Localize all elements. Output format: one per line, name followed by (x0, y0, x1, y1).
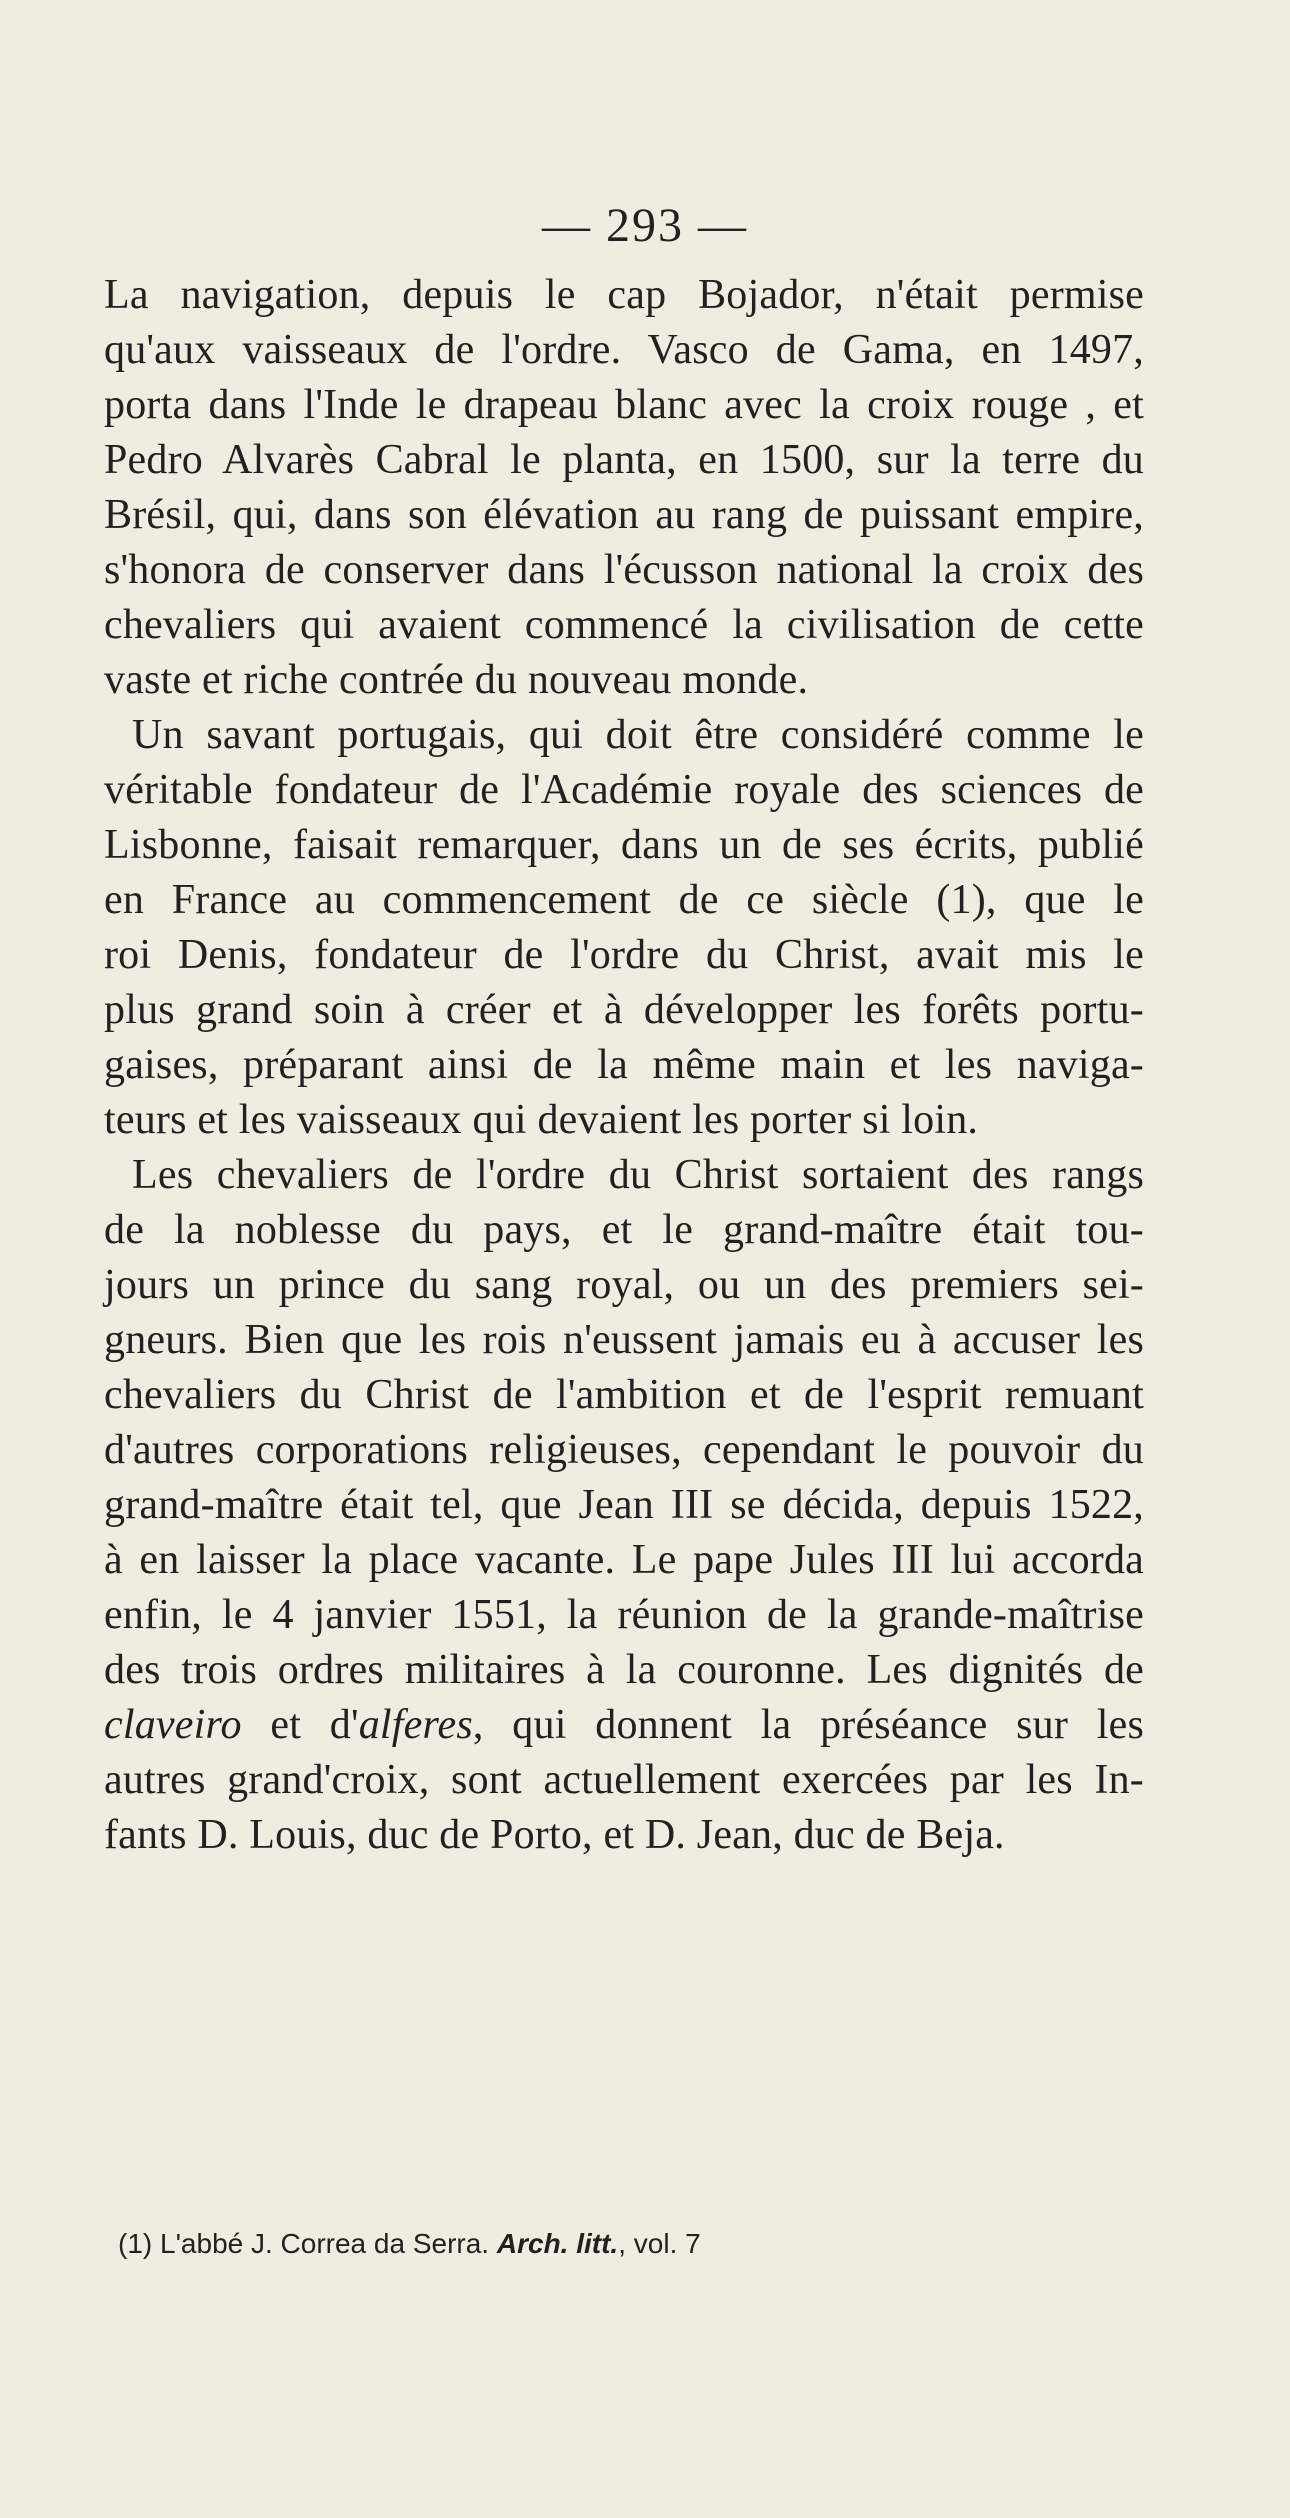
paragraph-end-line: vaste et riche contrée du nouveau monde. (104, 657, 809, 703)
text-line-with-italics (104, 1698, 1144, 1753)
text-line: gneurs. Bien que les rois n'eussent jamais eu à accuser les (104, 1317, 1144, 1363)
italic-term-alferes: alferes (358, 1702, 473, 1748)
text-line: porta dans l'Inde le drapeau blanc avec la croix rouge , et (104, 382, 1144, 428)
text-line: plus grand soin à créer et à développer les forêts portu- (104, 987, 1144, 1033)
text-line: gaises, préparant ainsi de la même main et les naviga- (104, 1042, 1144, 1088)
paragraph-end-line: fants D. Louis, duc de Porto, et D. Jean, duc de Beja. (104, 1812, 1005, 1858)
text-line: des trois ordres militaires à la couronne. Les dignités de (104, 1647, 1144, 1693)
footnote-prefix: (1) L'abbé J. Correa da Serra. (118, 2228, 497, 2259)
text-line: chevaliers qui avaient commencé la civilisation de cette (104, 602, 1144, 648)
text-line: Brésil, qui, dans son élévation au rang de puissant empire, (104, 492, 1144, 538)
text-line: Pedro Alvarès Cabral le planta, en 1500, sur la terre du (104, 437, 1144, 483)
line-segment: , qui donnent la préséance sur les (472, 1702, 1144, 1748)
text-line: Lisbonne, faisait remarquer, dans un de ses écrits, publié (104, 822, 1144, 868)
page-number: — 293 — (542, 199, 748, 252)
italic-term-claveiro: claveiro (104, 1702, 242, 1748)
text-line: grand-maître était tel, que Jean III se décida, depuis 1522, (104, 1482, 1144, 1528)
text-line: chevaliers du Christ de l'ambition et de l'esprit remuant (104, 1372, 1144, 1418)
text-line: véritable fondateur de l'Académie royale des sciences de (104, 767, 1144, 813)
text-line: roi Denis, fondateur de l'ordre du Christ, avait mis le (104, 932, 1144, 978)
text-line: La navigation, depuis le cap Bojador, n'était permise (104, 272, 1144, 318)
footnote-suffix: , vol. 7 (618, 2228, 701, 2259)
footnote-italic-reference: Arch. litt. (496, 2228, 619, 2259)
text-line: de la noblesse du pays, et le grand-maître était tou- (104, 1207, 1144, 1253)
paragraph-start-line: Un savant portugais, qui doit être considéré comme le (132, 712, 1144, 758)
text-line: d'autres corporations religieuses, cependant le pouvoir du (104, 1427, 1144, 1473)
text-line: autres grand'croix, sont actuellement exercées par les In- (104, 1757, 1144, 1803)
text-line: en France au commencement de ce siècle (1), que le (104, 877, 1144, 923)
text-line: s'honora de conserver dans l'écusson national la croix des (104, 547, 1144, 593)
text-line: enfin, le 4 janvier 1551, la réunion de la grande-maîtrise (104, 1592, 1144, 1638)
text-line: qu'aux vaisseaux de l'ordre. Vasco de Gama, en 1497, (104, 327, 1144, 373)
text-line: jours un prince du sang royal, ou un des premiers sei- (104, 1262, 1144, 1308)
paragraph-start-line: Les chevaliers de l'ordre du Christ sortaient des rangs (132, 1152, 1144, 1198)
line-segment: et d' (241, 1702, 359, 1748)
text-line: à en laisser la place vacante. Le pape Jules III lui accorda (104, 1537, 1144, 1583)
paragraph-end-line: teurs et les vaisseaux qui devaient les porter si loin. (104, 1097, 979, 1143)
body-text (104, 268, 1144, 1863)
footnote (118, 2224, 1118, 2264)
